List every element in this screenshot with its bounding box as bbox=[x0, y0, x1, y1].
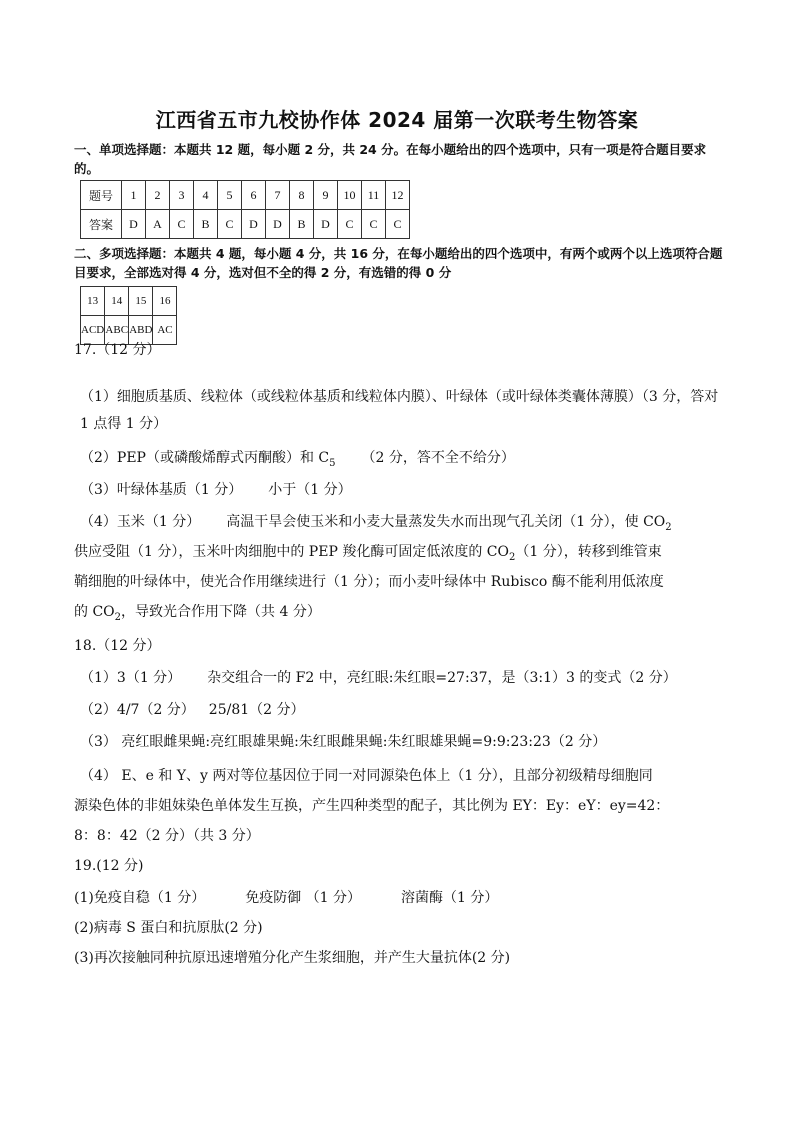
question-number-cell: 14 bbox=[105, 287, 129, 316]
q17-part4-c: 供应受阻（1 分），玉米叶肉细胞中的 PEP 羧化酶可固定低浓度的 CO bbox=[74, 544, 509, 560]
q17-part4-d: （1 分），转移到维管束 bbox=[515, 544, 662, 560]
q18-part4-line2: 源染色体的非姐妹染色单体发生互换，产生四种类型的配子，其比例为 EY：Ey：eY：ey=42： bbox=[74, 798, 670, 814]
answer-cell: C bbox=[218, 210, 242, 239]
question-number-cell: 4 bbox=[194, 181, 218, 210]
q17-part4-e: 的 CO bbox=[74, 604, 115, 620]
q17-part3 bbox=[80, 480, 740, 500]
q18-header: 18.（12 分） bbox=[74, 638, 161, 654]
q17-part2 bbox=[80, 448, 740, 474]
section2-heading: 二、多项选择题：本题共 4 题，每小题 4 分，共 16 分，在每小题给出的四个选项中，有两个或两个以上选项符合题目要求，全部选对得 4 分，选对但不全的得 2 分，有选错的得 0 分 bbox=[74, 246, 723, 280]
answer-cell: B bbox=[290, 210, 314, 239]
section1-heading: 一、单项选择题：本题共 12 题，每小题 2 分，共 24 分。在每小题给出的四个选项中，只有一项是符合题目要求的。 bbox=[74, 142, 707, 176]
question-number-cell: 3 bbox=[170, 181, 194, 210]
answer-cell: A bbox=[146, 210, 170, 239]
answer-cell: C bbox=[170, 210, 194, 239]
single-choice-answer-table bbox=[80, 180, 410, 239]
answer-cell: AC bbox=[153, 316, 177, 345]
q18-part2 bbox=[80, 700, 740, 720]
q17-part3-a: （3）叶绿体基质（1 分） bbox=[80, 482, 243, 498]
answer-cell: D bbox=[266, 210, 290, 239]
q17-part1: （1）细胞质基质、线粒体（或线粒体基质和线粒体内膜）、叶绿体（或叶绿体类囊体薄膜）（3 分，答对 1 点得 1 分） bbox=[80, 389, 719, 432]
answer-cell: C bbox=[386, 210, 410, 239]
q18-part4-line1: （4） E、e 和 Y、y 两对等位基因位于同一对同源染色体上（1 分），且部分初级精母细胞同 bbox=[80, 768, 653, 784]
question-number-cell: 6 bbox=[242, 181, 266, 210]
answer-cell: ABD bbox=[129, 316, 153, 345]
answer-cell: B bbox=[194, 210, 218, 239]
answer-cell: D bbox=[314, 210, 338, 239]
q19-part1-a: (1)免疫自稳（1 分） bbox=[74, 890, 206, 906]
q17-part4-line3: 鞘细胞的叶绿体中，使光合作用继续进行（1 分）；而小麦叶绿体中 Rubisco 酶不能利用低浓度 bbox=[74, 574, 664, 590]
q18-part2-b: 25/81（2 分） bbox=[208, 702, 305, 718]
question-number-cell: 9 bbox=[314, 181, 338, 210]
table-row-answers bbox=[81, 210, 410, 239]
q17-part4-a: （4）玉米（1 分） bbox=[80, 514, 201, 530]
answer-cell: ACD bbox=[81, 316, 105, 345]
question-number-cell: 2 bbox=[146, 181, 170, 210]
question-number-cell: 10 bbox=[338, 181, 362, 210]
q17-part4-sub1: 2 bbox=[665, 521, 672, 533]
multi-choice-answer-table bbox=[80, 286, 177, 345]
answer-cell: C bbox=[362, 210, 386, 239]
q18-part4-line3: 8：8：42（2 分）（共 3 分） bbox=[74, 828, 260, 844]
q18-part3: （3） 亮红眼雌果蝇:亮红眼雄果蝇:朱红眼雌果蝇:朱红眼雄果蝇=9:9:23:23（2 分） bbox=[80, 734, 607, 750]
q17-part2-sub: 5 bbox=[329, 457, 336, 469]
question-number-cell: 8 bbox=[290, 181, 314, 210]
answer-cell: ABC bbox=[105, 316, 129, 345]
row-label-answer: 答案 bbox=[81, 210, 122, 239]
q17-part4-sub3: 2 bbox=[114, 611, 122, 623]
question-number-cell: 16 bbox=[153, 287, 177, 316]
q18-part1-a: （1）3（1 分） bbox=[80, 670, 182, 686]
question-number-cell: 7 bbox=[266, 181, 290, 210]
q18-part2-a: （2）4/7（2 分） bbox=[80, 702, 195, 718]
question-number-cell: 15 bbox=[129, 287, 153, 316]
table-row-numbers bbox=[81, 181, 410, 210]
q18-part1 bbox=[80, 668, 740, 688]
page-title: 江西省五市九校协作体 2024 届第一次联考生物答案 bbox=[155, 108, 639, 132]
q17-part4-line1 bbox=[80, 512, 740, 538]
q17-part2-text: （2）PEP（或磷酸烯醇式丙酮酸）和 C bbox=[80, 450, 330, 466]
q17-part2-note: （2 分，答不全不给分） bbox=[361, 450, 515, 466]
question-number-cell: 5 bbox=[218, 181, 242, 210]
q19-part1 bbox=[74, 888, 734, 908]
question-number-cell: 1 bbox=[122, 181, 146, 210]
q19-part1-b: 免疫防御 （1 分） bbox=[245, 890, 362, 906]
answer-cell: D bbox=[122, 210, 146, 239]
q19-part3: (3)再次接触同种抗原迅速增殖分化产生浆细胞，并产生大量抗体(2 分) bbox=[74, 950, 511, 966]
q19-part2: (2)病毒 S 蛋白和抗原肽(2 分) bbox=[74, 920, 263, 936]
q17-part3-b: 小于（1 分） bbox=[268, 482, 352, 498]
q17-header: 17.（12 分） bbox=[74, 342, 161, 358]
q17-part4-line2 bbox=[74, 542, 734, 568]
q17-part4-sub2: 2 bbox=[508, 551, 516, 563]
answer-cell: D bbox=[242, 210, 266, 239]
question-number-cell: 11 bbox=[362, 181, 386, 210]
q19-part1-c: 溶菌酶（1 分） bbox=[401, 890, 499, 906]
q17-part4-line4 bbox=[74, 602, 734, 628]
answer-cell: C bbox=[338, 210, 362, 239]
q18-part1-b: 杂交组合一的 F2 中，亮红眼:朱红眼=27:37，是（3:1）3 的变式（2 分） bbox=[207, 670, 677, 686]
question-number-cell: 13 bbox=[81, 287, 105, 316]
q17-part4-b: 高温干旱会使玉米和小麦大量蒸发失水而出现气孔关闭（1 分），使 CO bbox=[226, 514, 666, 530]
q17-part4-f: ，导致光合作用下降（共 4 分） bbox=[121, 604, 321, 620]
table-row-numbers bbox=[81, 287, 177, 316]
q19-header: 19.(12 分) bbox=[74, 858, 144, 874]
row-label-number: 题号 bbox=[81, 181, 122, 210]
question-number-cell: 12 bbox=[386, 181, 410, 210]
